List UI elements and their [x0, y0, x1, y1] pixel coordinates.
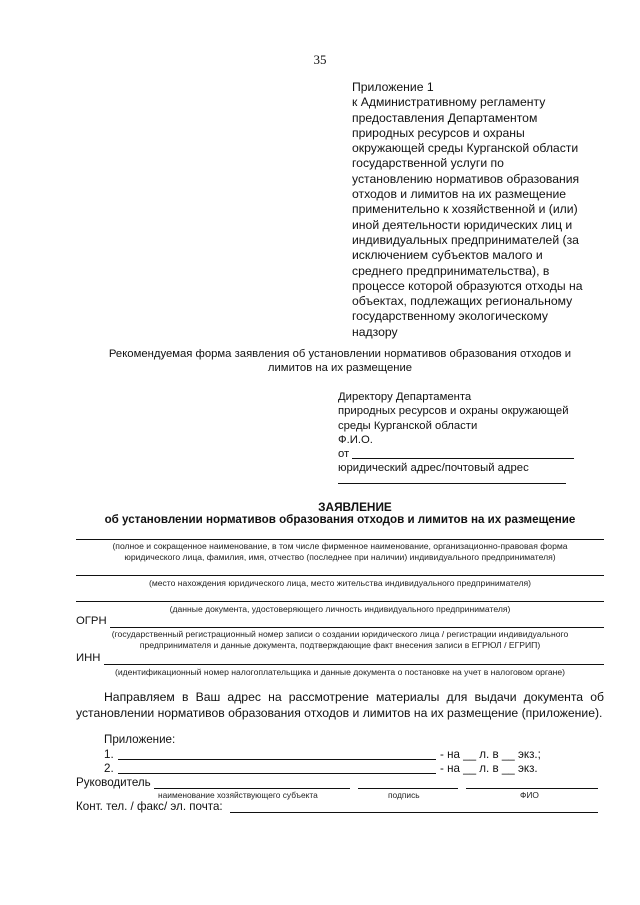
- inn-label: ИНН: [76, 652, 101, 664]
- appendix-line: процессе которой образуются отходы на: [352, 278, 583, 293]
- request-paragraph: [76, 690, 604, 721]
- fio-caption: ФИО: [520, 790, 539, 800]
- addressee-from-row: [338, 447, 600, 461]
- inn-field[interactable]: [104, 664, 604, 665]
- entity-name-caption: наименование хозяйствующего субъекта: [158, 790, 318, 800]
- applicant-name-caption: [76, 541, 604, 563]
- appendix-line: отходов и лимитов на их размещение: [352, 187, 567, 202]
- appendix-line: окружающей среды Курганской области: [352, 141, 579, 156]
- ogrn-caption-line-1: (государственный регистрационный номер записи о создании юридического лица / регистрации индивидуального: [111, 629, 569, 639]
- attachment-item-1-quantity: - на __ л. в __ экз.;: [440, 748, 541, 761]
- attachment-item-1-field[interactable]: [118, 759, 436, 760]
- signature-field[interactable]: [358, 788, 458, 789]
- attachment-item-2-number: 2.: [104, 762, 114, 775]
- from-field[interactable]: [352, 458, 574, 459]
- applicant-name-caption-line-1: (полное и сокращенное наименование, в том числе фирменное наименование, организационно-правовая форма: [112, 541, 568, 551]
- from-label: от: [338, 448, 350, 461]
- recommended-form-line-1: Рекомендуемая форма заявления об установлении нормативов образования отходов и: [108, 348, 572, 360]
- applicant-name-caption-line-2: юридического лица, фамилия, имя, отчество (последнее при наличии) индивидуального предпринимателя): [124, 552, 556, 562]
- address-label: юридический адрес/почтовый адрес: [338, 462, 529, 475]
- appendix-line: установлению нормативов образования: [352, 171, 580, 186]
- contacts-field[interactable]: [230, 812, 598, 813]
- addressee-fio: Ф.И.О.: [338, 433, 373, 446]
- attachment-item-2-field[interactable]: [118, 773, 436, 774]
- appendix-line: предоставления Департаментом: [352, 110, 538, 125]
- appendix-line: природных ресурсов и охраны: [352, 125, 525, 140]
- appendix-line: иной деятельности юридических лиц и: [352, 217, 573, 232]
- attachments-label: Приложение:: [104, 733, 176, 746]
- appendix-block: [352, 80, 602, 340]
- head-label: Руководитель: [76, 776, 151, 789]
- identity-document-field[interactable]: [76, 601, 604, 602]
- fio-field[interactable]: [466, 788, 598, 789]
- ogrn-caption-line-2: предпринимателя и данные документа, подтверждающие факт внесения записи в ЕГРЮЛ / ЕГРИП): [139, 640, 541, 650]
- appendix-line: надзору: [352, 324, 398, 339]
- attachment-item-1-number: 1.: [104, 748, 114, 761]
- ogrn-field[interactable]: [110, 627, 604, 628]
- appendix-line: к Административному регламенту: [352, 95, 546, 110]
- appendix-line: индивидуальных предпринимателей (за: [352, 232, 579, 247]
- addressee-line-2: природных ресурсов и охраны окружающей: [338, 405, 569, 418]
- attachment-item-2-quantity: - на __ л. в __ экз.: [440, 762, 538, 775]
- inn-caption: (идентификационный номер налогоплательщика и данные документа о постановке на учет в налоговом органе): [114, 667, 566, 677]
- entity-name-field[interactable]: [154, 788, 350, 789]
- statement-title: ЗАЯВЛЕНИЕ: [318, 500, 392, 514]
- ogrn-caption: [76, 629, 604, 651]
- location-field[interactable]: [76, 575, 604, 576]
- address-field[interactable]: [338, 483, 566, 484]
- location-caption: (место нахождения юридического лица, место жительства индивидуального предпринимателя): [148, 578, 532, 588]
- appendix-line: государственной услуги по: [352, 156, 504, 171]
- signature-caption: подпись: [388, 790, 420, 800]
- addressee-line-3: среды Курганской области: [338, 419, 478, 432]
- address-row: [338, 476, 600, 490]
- appendix-line: применительно к хозяйственной и (или): [352, 202, 578, 217]
- appendix-line: государственному экологическому: [352, 309, 548, 324]
- recommended-form-note: [76, 347, 604, 375]
- addressee-block: [338, 390, 600, 490]
- appendix-line: Приложение 1: [352, 80, 434, 94]
- page-number: 35: [313, 52, 327, 67]
- appendix-line: объектах, подлежащих региональному: [352, 294, 573, 309]
- request-text: Направляем в Ваш адрес на рассмотрение материалы для выдачи документа об установлении нормативов образования отходов и лимитов на их размещение (приложение).: [76, 690, 604, 720]
- ogrn-label: ОГРН: [76, 615, 107, 627]
- addressee-line-1: Директору Департамента: [338, 391, 472, 403]
- statement-subtitle: об установлении нормативов образования отходов и лимитов на их размещение: [104, 513, 576, 526]
- appendix-line: среднего предпринимательства), в: [352, 263, 550, 278]
- appendix-line: исключением субъектов малого и: [352, 248, 543, 263]
- contacts-label: Конт. тел. / факс/ эл. почта:: [76, 800, 223, 813]
- recommended-form-line-2: лимитов на их размещение: [267, 362, 413, 374]
- identity-document-caption: (данные документа, удостоверяющего личность индивидуального предпринимателя): [169, 604, 511, 614]
- applicant-name-field[interactable]: [76, 539, 604, 540]
